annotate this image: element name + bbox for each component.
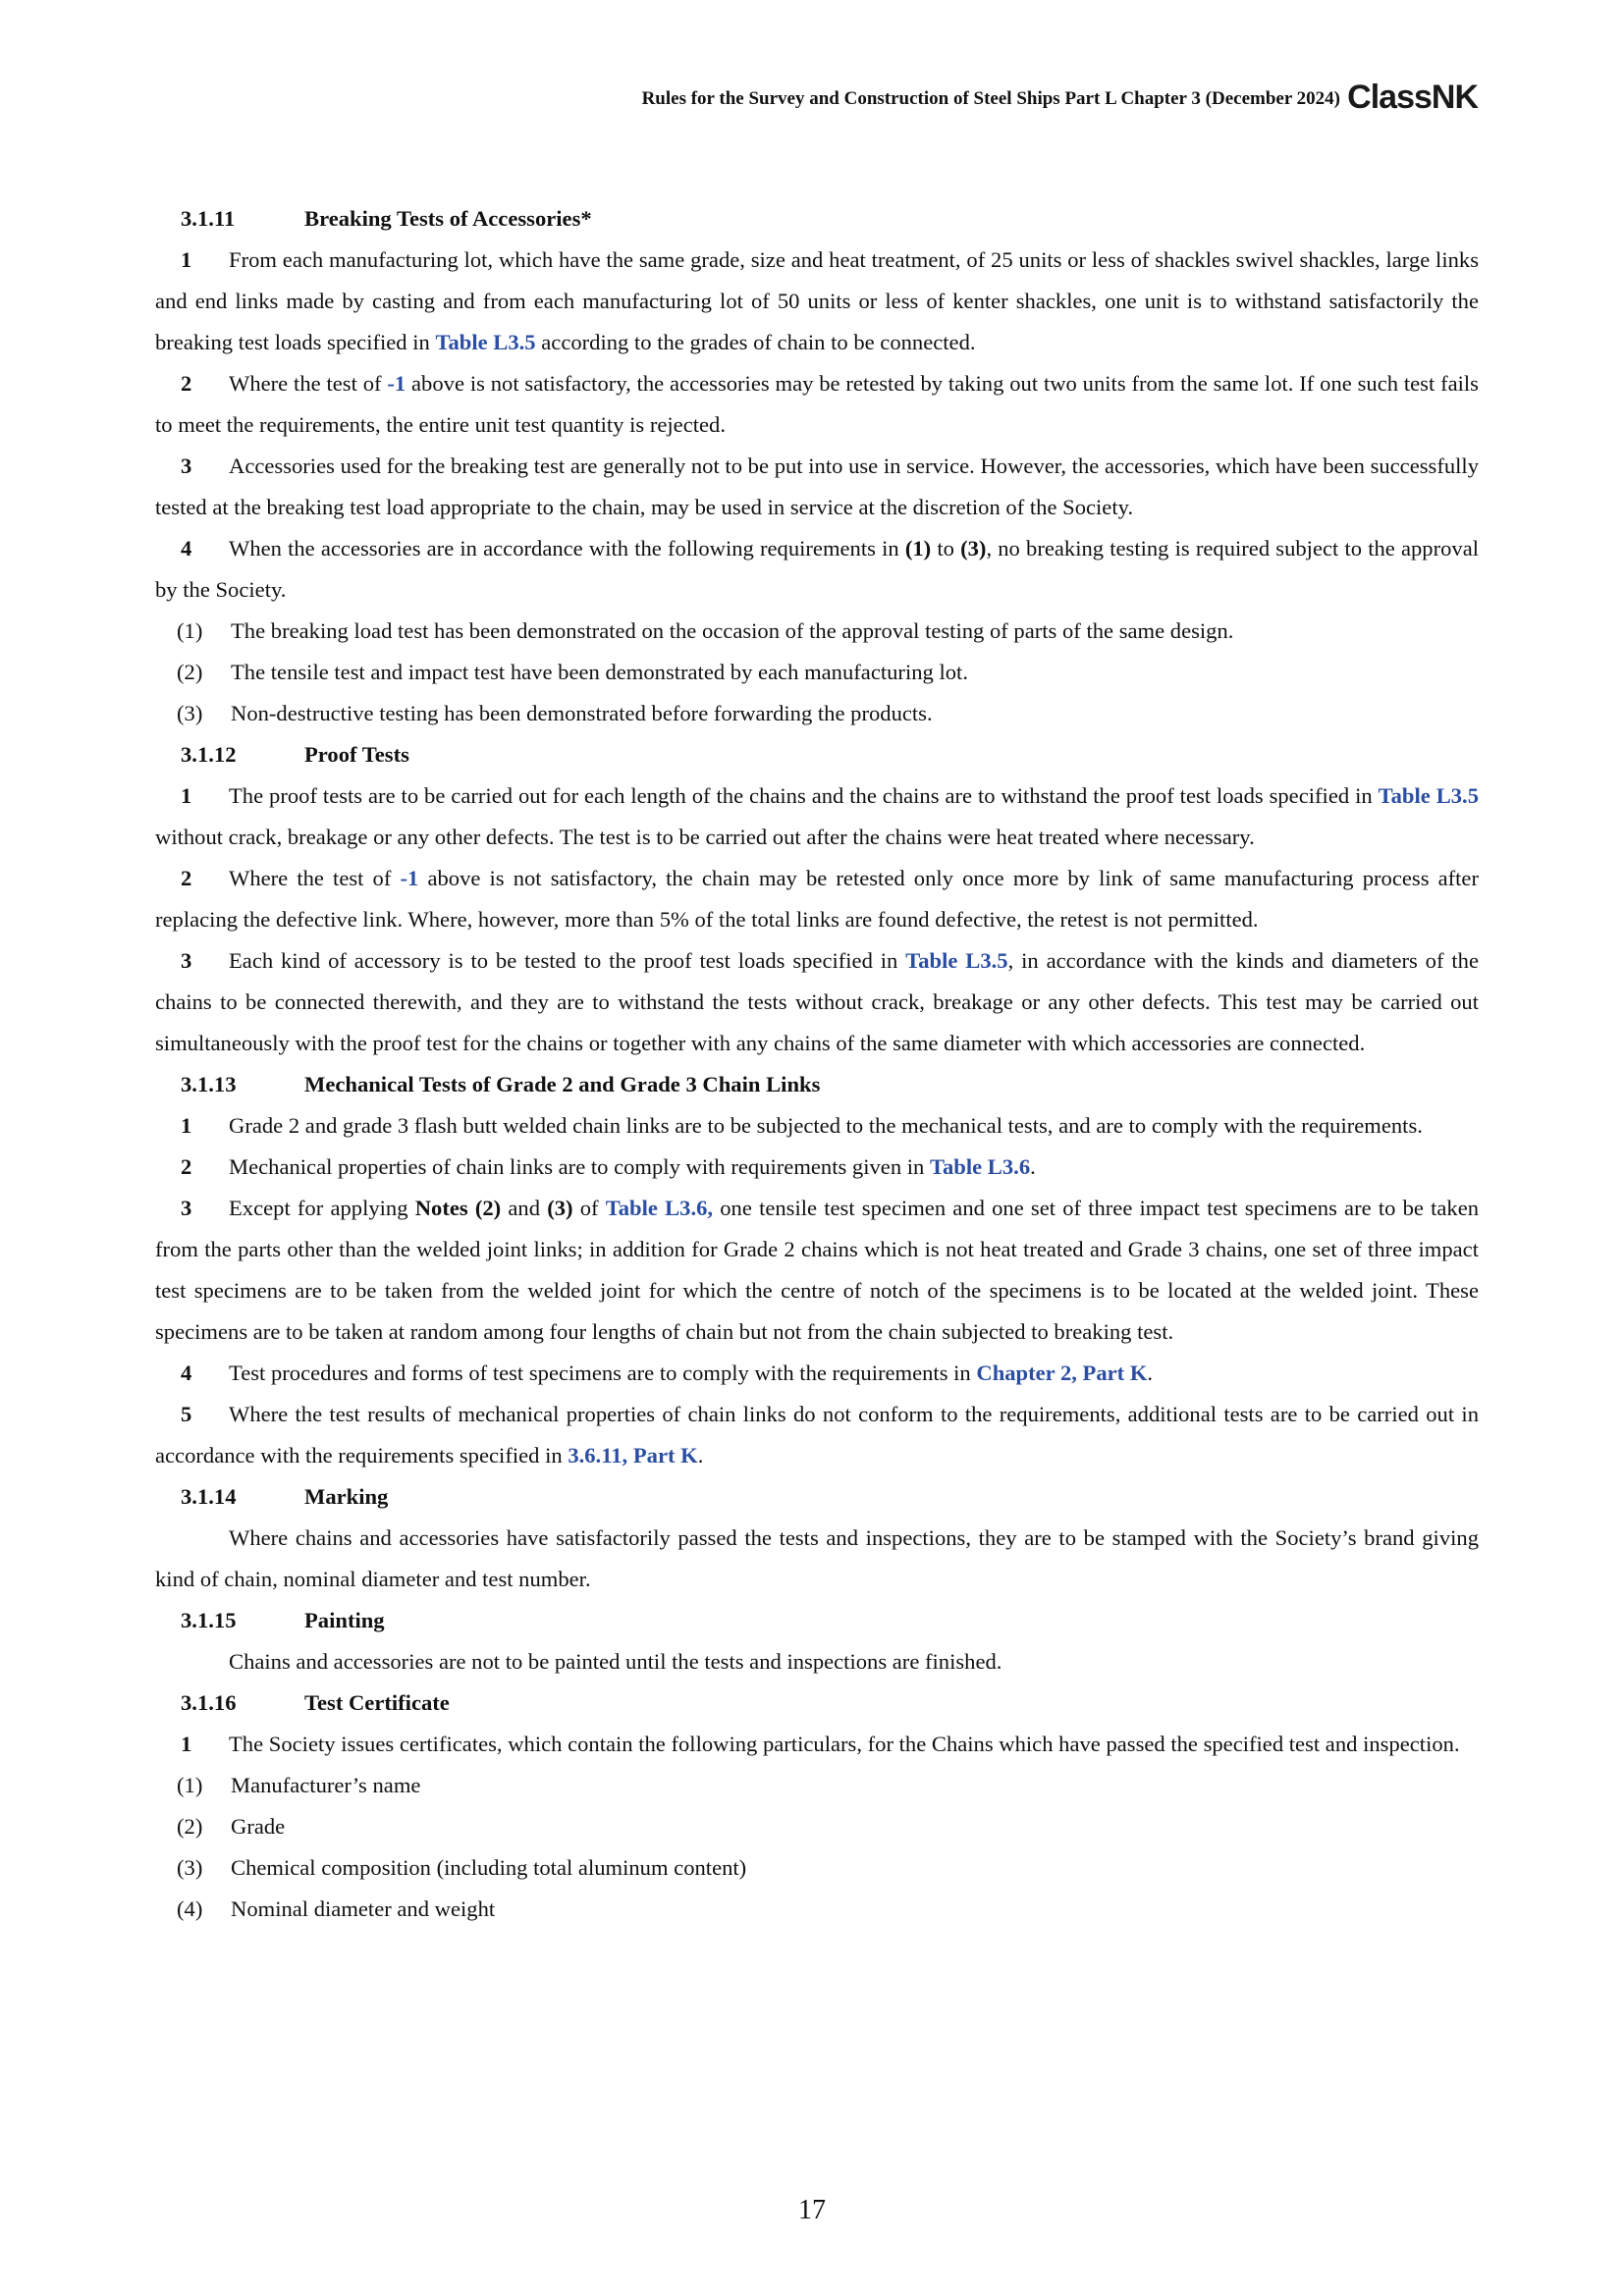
table-link[interactable]: Table L3.5 xyxy=(435,330,536,354)
table-link[interactable]: Table L3.5 xyxy=(905,948,1008,973)
paragraph: Chains and accessories are not to be painted until the tests and inspections are finished. xyxy=(229,1649,1002,1674)
list-item: (1) The breaking load test has been demonstrated on the occasion of the approval testing of parts of the same design. xyxy=(177,618,1234,643)
chapter-link[interactable]: Chapter 2, Part K xyxy=(976,1361,1148,1385)
list-item: (1) Manufacturer’s name xyxy=(177,1773,421,1797)
header-title: Rules for the Survey and Construction of Steel Ships Part L Chapter 3 (December 2024) xyxy=(641,88,1340,109)
paragraph: 5 Where the test results of mechanical properties of chain links do not conform to the requirements, additional tests are to be carried out in accordance with the requirements specified in 3.6.11, Part K. xyxy=(155,1402,1479,1468)
section-heading-3-1-15: 3.1.15 Painting xyxy=(181,1608,385,1632)
paragraph: 2 Mechanical properties of chain links are to comply with requirements given in Table L3.6. xyxy=(181,1154,1036,1179)
list-item: (2) Grade xyxy=(177,1814,286,1839)
table-link[interactable]: Table L3.6, xyxy=(605,1196,714,1220)
table-link[interactable]: Table L3.5 xyxy=(1378,783,1480,808)
page-number: 17 xyxy=(798,2195,826,2225)
list-item: (2) The tensile test and impact test have been demonstrated by each manufacturing lot. xyxy=(177,660,968,684)
paragraph: 3 Each kind of accessory is to be tested to the proof test loads specified in Table L3.5, in accordance with the kinds and diameters of the chains to be connected therewith, and they are to withstand the tests without crack, breakage or any other defects. This test may be carried out simultaneously with the proof test for the chains or together with any chains of the same diameter with which accessories are connected. xyxy=(155,948,1479,1055)
section-heading-3-1-13: 3.1.13 Mechanical Tests of Grade 2 and Grade 3 Chain Links xyxy=(181,1072,821,1096)
paragraph: 1 The proof tests are to be carried out for each length of the chains and the chains are to withstand the proof test loads specified in Table L3.5 without crack, breakage or any other defects. The test is to be carried out after the chains were heat treated where necessary. xyxy=(155,783,1480,849)
cross-reference-link[interactable]: -1 xyxy=(387,371,406,396)
paragraph: 1 From each manufacturing lot, which have the same grade, size and heat treatment, of 25 units or less of shackles swivel shackles, large links and end links made by casting and from each manufacturing lot of 50 units or less of kenter shackles, one unit is to withstand satisfactorily the breaking test loads specified in Table L3.5 according to the grades of chain to be connected. xyxy=(155,247,1479,354)
table-link[interactable]: Table L3.6 xyxy=(930,1154,1031,1179)
list-item: (4) Nominal diameter and weight xyxy=(177,1896,496,1921)
paragraph: 2 Where the test of -1 above is not satisfactory, the accessories may be retested by taking out two units from the same lot. If one such test fails to meet the requirements, the entire unit test quantity is rejected. xyxy=(155,371,1479,437)
paragraph: 1 The Society issues certificates, which contain the following particulars, for the Chains which have passed the specified test and inspection. xyxy=(181,1732,1460,1756)
paragraph: 1 Grade 2 and grade 3 flash butt welded chain links are to be subjected to the mechanical tests, and are to comply with the requirements. xyxy=(181,1113,1423,1138)
classnk-logo: ClassNK xyxy=(1347,79,1478,116)
section-heading-3-1-11: 3.1.11 Breaking Tests of Accessories* xyxy=(181,206,592,231)
section-heading-3-1-16: 3.1.16 Test Certificate xyxy=(181,1690,450,1715)
paragraph: 4 When the accessories are in accordance with the following requirements in (1) to (3), no breaking testing is required subject to the approval by the Society. xyxy=(155,536,1479,602)
section-heading-3-1-14: 3.1.14 Marking xyxy=(181,1484,389,1509)
paragraph: 2 Where the test of -1 above is not satisfactory, the chain may be retested only once more by link of same manufacturing process after replacing the defective link. Where, however, more than 5% of the total links are found defective, the retest is not permitted. xyxy=(155,866,1479,932)
section-heading-3-1-12: 3.1.12 Proof Tests xyxy=(181,742,409,767)
page-header xyxy=(0,80,1478,116)
cross-reference-link[interactable]: -1 xyxy=(400,866,419,890)
section-link[interactable]: 3.6.11, Part K xyxy=(568,1443,698,1468)
list-item: (3) Chemical composition (including total aluminum content) xyxy=(177,1855,747,1880)
document-body xyxy=(155,198,1479,1930)
paragraph: Where chains and accessories have satisfactorily passed the tests and inspections, they are to be stamped with the Society’s brand giving kind of chain, nominal diameter and test number. xyxy=(155,1525,1479,1591)
paragraph: 3 Accessories used for the breaking test are generally not to be put into use in service. However, the accessories, which have been successfully tested at the breaking test load appropriate to the chain, may be used in service at the discretion of the Society. xyxy=(155,454,1479,519)
list-item: (3) Non-destructive testing has been demonstrated before forwarding the products. xyxy=(177,701,933,725)
paragraph: 4 Test procedures and forms of test specimens are to comply with the requirements in Chapter 2, Part K. xyxy=(181,1361,1154,1385)
paragraph: 3 Except for applying Notes (2) and (3) of Table L3.6, one tensile test specimen and one set of three impact test specimens are to be taken from the parts other than the welded joint links; in addition for Grade 2 chains which is not heat treated and Grade 3 chains, one set of three impact test specimens are to be taken from the welded joint for which the centre of notch of the specimens is to be located at the welded joint. These specimens are to be taken at random among four lengths of chain but not from the chain subjected to breaking test. xyxy=(155,1196,1480,1344)
